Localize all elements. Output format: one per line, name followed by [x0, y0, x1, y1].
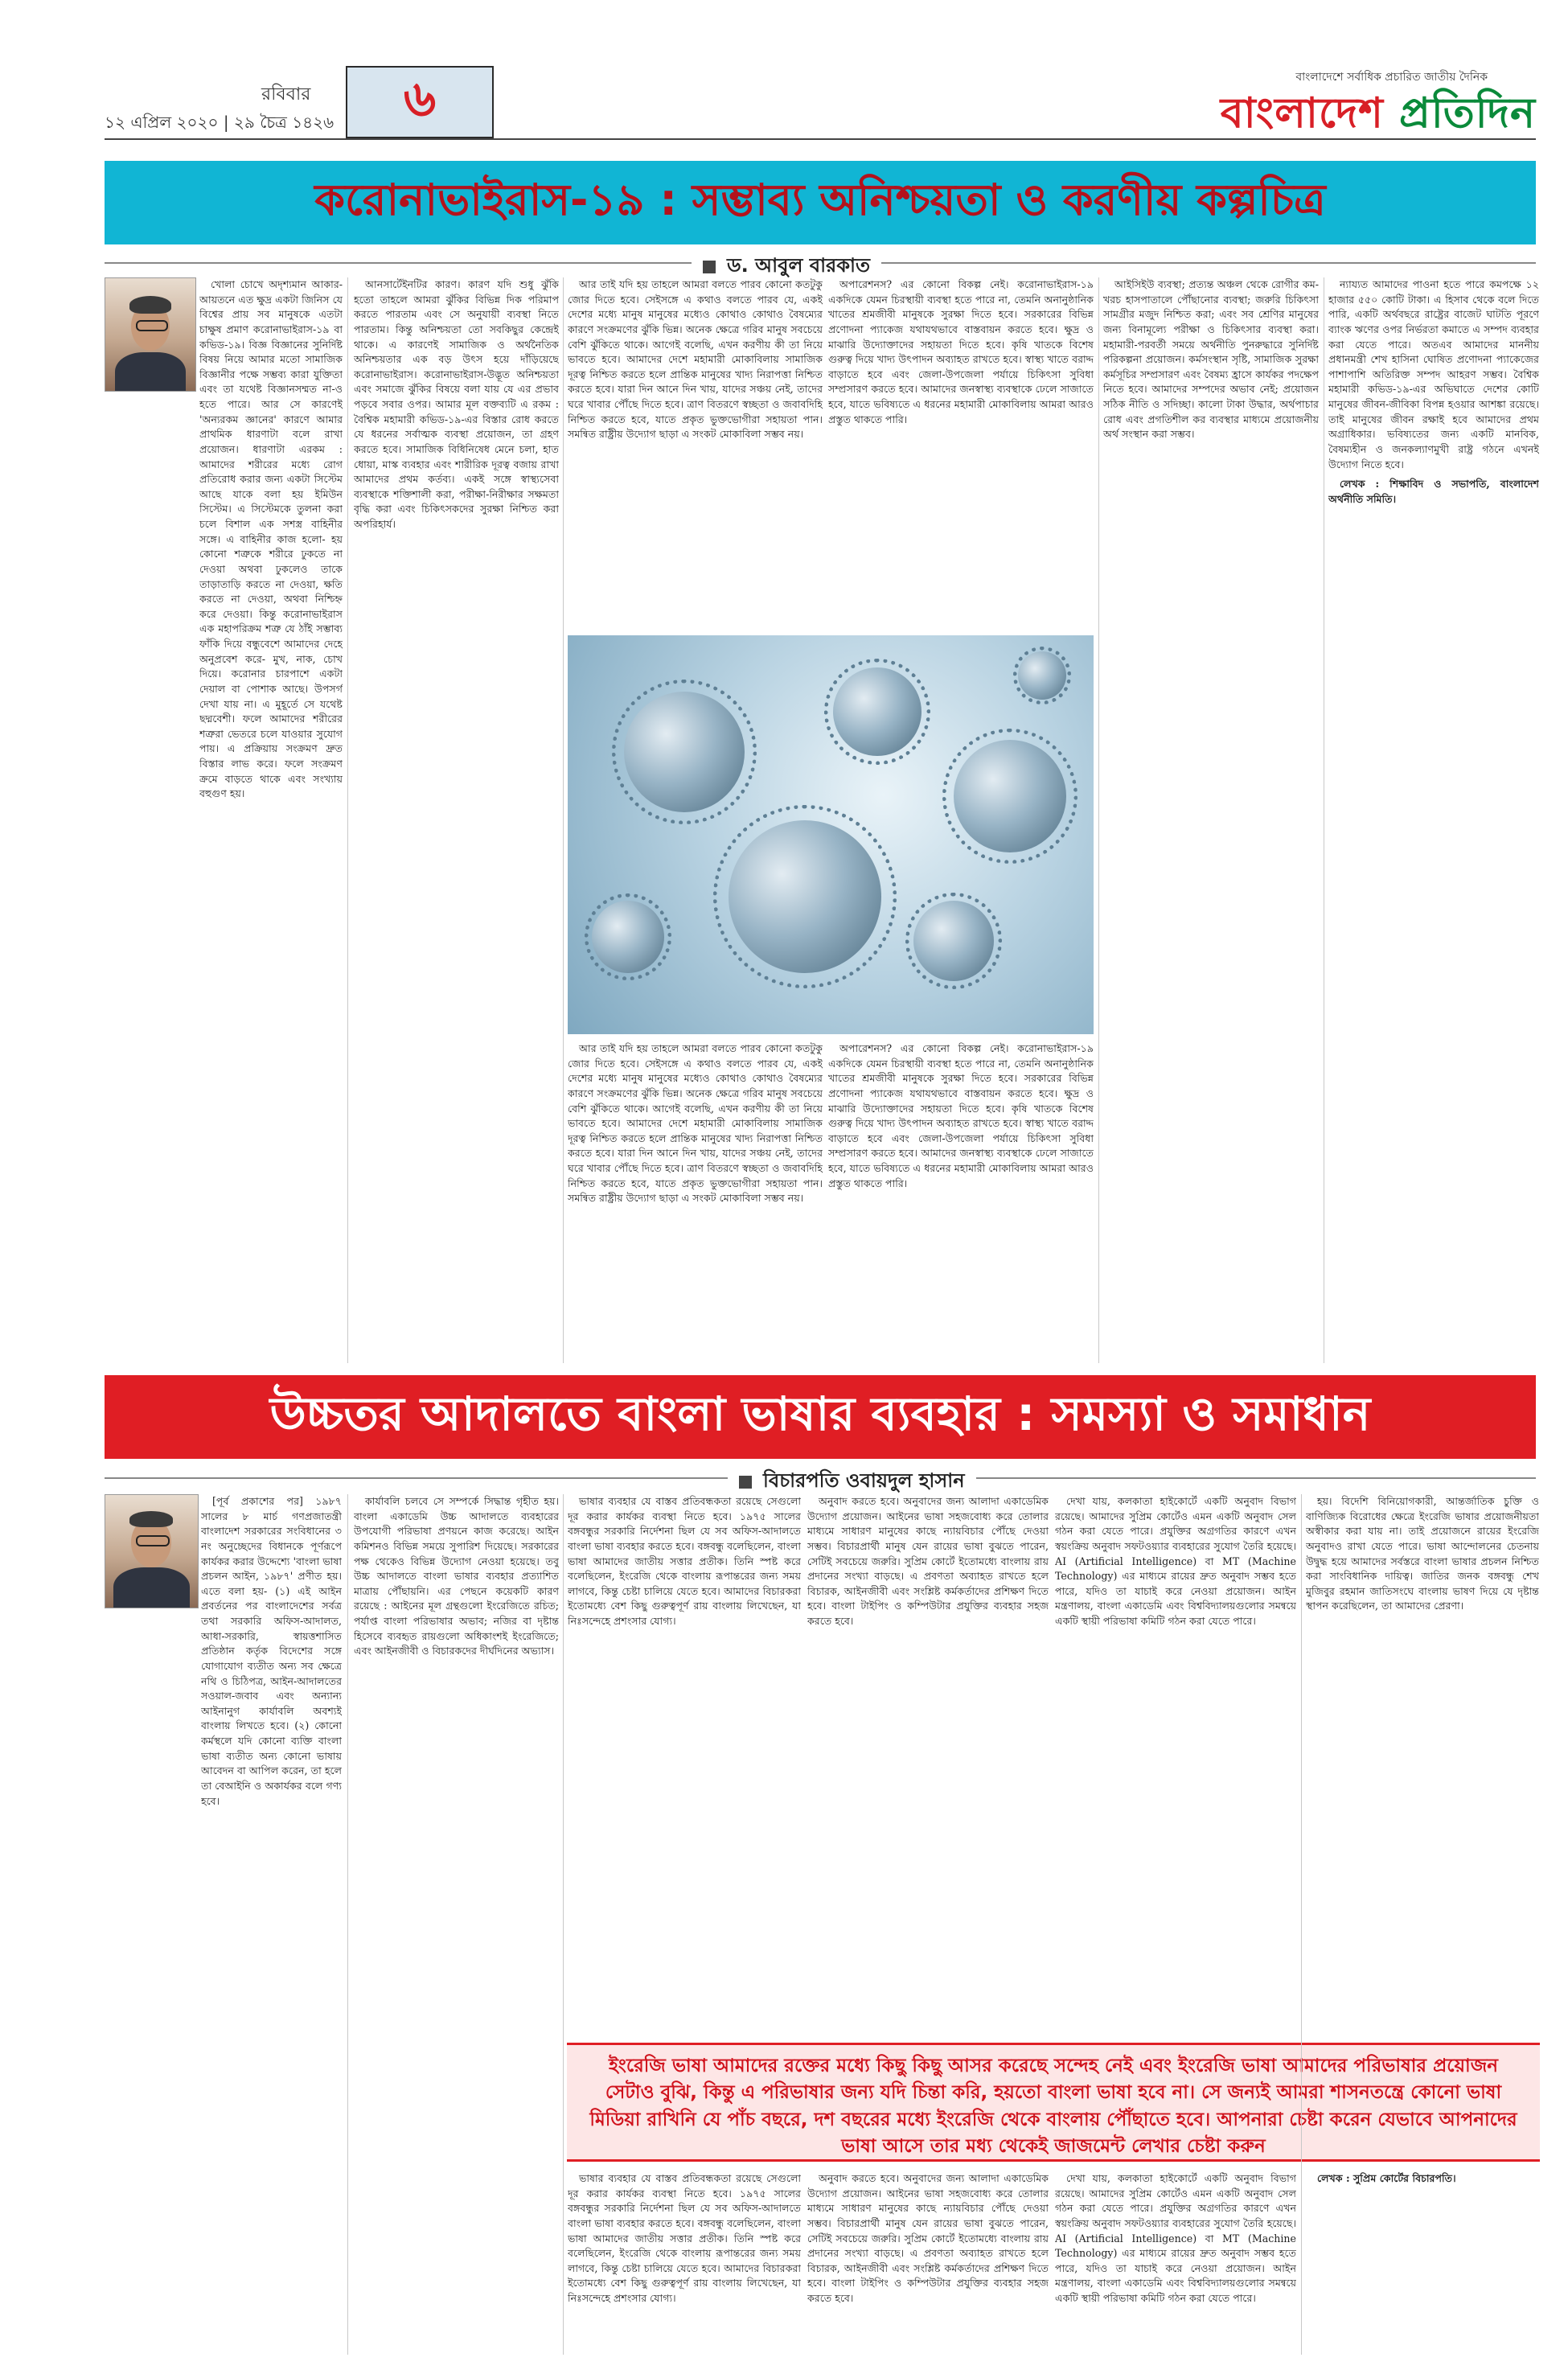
article1-column-3b — [568, 1041, 823, 1363]
page-number: ৬ — [403, 68, 437, 128]
article2-col3-text: ভাষার ব্যবহার যে বাস্তব প্রতিবন্ধকতা রয়েছে সেগুলো দূর করার কার্যকর ব্যবস্থা নিতে হবে। ১৯৭৫ সালের বঙ্গবন্ধুর সরকারি নির্দেশনা ছিল যে সব অফিস-আদালতে বাংলা ভাষা ব্যবহার করতে হবে। বঙ্গবন্ধু বলেছিলেন, বাংলা ভাষা আমাদের জাতীয় সত্তার প্রতীক। তিনি স্পষ্ট করে বলেছিলেন, ইংরেজি থেকে বাংলায় রূপান্তরের জন্য সময় লাগবে, কিন্তু চেষ্টা চালিয়ে যেতে হবে। আমাদের বিচারকরা ইতোমধ্যে বেশ কিছু গুরুত্বপূর্ণ রায় বাংলায় লিখেছেন, যা নিঃসন্দেহে প্রশংসার যোগ্য। — [568, 1495, 801, 1627]
article1-col4-text: অপারেশনস? এর কোনো বিকল্প নেই। করোনাভাইরাস-১৯ একদিকে যেমন চিরস্থায়ী ব্যবস্থা হতে পারে না, তেমনি অনানুষ্ঠানিক খাতের শ্রমজীবী মানুষকে সুরক্ষা দিতে হবে। সরকারের বিভিন্ন প্রণোদনা প্যাকেজ যথাযথভাবে বাস্তবায়ন করতে হবে। ক্ষুদ্র ও মাঝারি উদ্যোক্তাদের সহায়তা দিতে হবে। কৃষি খাতকে বিশেষ গুরুত্ব দিয়ে খাদ্য উৎপাদন অব্যাহত রাখতে হবে। স্বাস্থ্য খাতে বরাদ্দ বাড়াতে হবে এবং জেলা-উপজেলা পর্যায়ে চিকিৎসা সুবিধা সম্প্রসারণ করতে হবে। আমাদের জনস্বাস্থ্য ব্যবস্থাকে ঢেলে সাজাতে হবে, যাতে ভবিষ্যতে এ ধরনের মহামারী মোকাবিলায় আমরা আরও প্রস্তুত থাকতে পারি। — [828, 278, 1094, 425]
article2-column-2 — [354, 1494, 559, 2355]
article2-author: বিচারপতি ওবায়দুল হাসান — [763, 1469, 965, 1492]
square-bullet-icon — [739, 1476, 752, 1489]
article1-column-4 — [828, 277, 1094, 631]
article2-col3b-text: ভাষার ব্যবহার যে বাস্তব প্রতিবন্ধকতা রয়েছে সেগুলো দূর করার কার্যকর ব্যবস্থা নিতে হবে। ১৯৭৫ সালের বঙ্গবন্ধুর সরকারি নির্দেশনা ছিল যে সব অফিস-আদালতে বাংলা ভাষা ব্যবহার করতে হবে। বঙ্গবন্ধু বলেছিলেন, বাংলা ভাষা আমাদের জাতীয় সত্তার প্রতীক। তিনি স্পষ্ট করে বলেছিলেন, ইংরেজি থেকে বাংলায় রূপান্তরের জন্য সময় লাগবে, কিন্তু চেষ্টা চালিয়ে যেতে হবে। আমাদের বিচারকরা ইতোমধ্যে বেশ কিছু গুরুত্বপূর্ণ রায় বাংলায় লিখেছেন, যা নিঃসন্দেহে প্রশংসার যোগ্য। — [568, 2172, 801, 2304]
logo-tagline: বাংলাদেশে সর্বাধিক প্রচারিত জাতীয় দৈনিক — [1295, 71, 1488, 84]
article1-col3b-text: আর তাই যদি হয় তাহলে আমরা বলতে পারব কোনো কতটুকু জোর দিতে হবে। সেইসঙ্গে এ কথাও বলতে পারব যে, একই দেশের মধ্যে মানুষ মানুষের মধ্যেও কোথাও কোথাও বৈষম্যের কারণে সংক্রমণের ঝুঁকি ভিন্ন। অনেক ক্ষেত্রে গরিব মানুষ সবচেয়ে বেশি ঝুঁকিতে থাকে। আগেই বলেছি, এখন করণীয় কী তা নিয়ে ভাবতে হবে। আমাদের দেশে মহামারী মোকাবিলায় সামাজিক দূরত্ব নিশ্চিত করতে হলে প্রান্তিক মানুষের খাদ্য নিরাপত্তা নিশ্চিত করতে হবে। যারা দিন আনে দিন খায়, যাদের সঞ্চয় নেই, তাদের ঘরে খাবার পৌঁছে দিতে হবে। ত্রাণ বিতরণে স্বচ্ছতা ও জবাবদিহি নিশ্চিত করতে হবে, যাতে প্রকৃত ভুক্তভোগীরা সহায়তা পান। সমন্বিত রাষ্ট্রীয় উদ্যোগ ছাড়া এ সংকট মোকাবিলা সম্ভব নয়। — [568, 1042, 823, 1205]
column-divider — [1098, 277, 1099, 1363]
article2-column-3 — [568, 1494, 801, 2033]
article2-headline: উচ্চতর আদালতে বাংলা ভাষার ব্যবহার : সমস্যা ও সমাধান — [105, 1375, 1536, 1459]
article1-column-1 — [199, 277, 343, 1363]
article1-column-6 — [1328, 277, 1539, 1363]
article2-col5-text: দেখা যায়, কলকাতা হাইকোর্টে একটি অনুবাদ বিভাগ রয়েছে। আমাদের সুপ্রিম কোর্টেও এমন একটি অনুবাদ সেল গঠন করা যেতে পারে। প্রযুক্তির অগ্রগতির কারণে এখন স্বয়ংক্রিয় অনুবাদ সফটওয়্যার ব্যবহারের সুযোগ তৈরি হয়েছে। AI (Artificial Intelligence) বা MT (Machine Technology) এর মাধ্যমে রায়ের দ্রুত অনুবাদ সম্ভব হতে পারে, যদিও তা যাচাই করে নেওয়া প্রয়োজন। আইন মন্ত্রণালয়, বাংলা একাডেমি এবং বিশ্ববিদ্যালয়গুলোর সমন্বয়ে একটি স্থায়ী পরিভাষা কমিটি গঠন করা যেতে পারে। — [1055, 1495, 1296, 1627]
article1-column-2 — [354, 277, 559, 1363]
article2-col4b-text: অনুবাদ করতে হবে। অনুবাদের জন্য আলাদা একাডেমিক উদ্যোগ প্রয়োজন। আইনের ভাষা সহজবোধ্য করে তোলার মাধ্যমে সাধারণ মানুষের কাছে ন্যায়বিচার পৌঁছে দেওয়া সম্ভব। বিচারপ্রার্থী মানুষ যেন রায়ের ভাষা বুঝতে পারেন, সেটিই সবচেয়ে জরুরি। সুপ্রিম কোর্টে ইতোমধ্যে বাংলায় রায় প্রদানের সংখ্যা বাড়ছে। এ প্রবণতা অব্যাহত রাখতে হলে বিচারক, আইনজীবী এবং সংশ্লিষ্ট কর্মকর্তাদের প্রশিক্ষণ দিতে হবে। বাংলা টাইপিং ও কম্পিউটার প্রযুক্তির ব্যবহার সহজ করতে হবে। — [807, 2172, 1049, 2304]
article2-col2-text: কার্যাবলি চলবে সে সম্পর্কে সিদ্ধান্ত গৃহীত হয়। বাংলা একাডেমি উচ্চ আদালতে ব্যবহারের উপযোগী পরিভাষা প্রণয়নে কাজ করেছে। আইন কমিশনও বিভিন্ন সময়ে সুপারিশ দিয়েছে। সরকারের পক্ষ থেকেও বিভিন্ন উদ্যোগ নেওয়া হয়েছে। তবু উচ্চ আদালতে বাংলা ভাষার ব্যবহার প্রত্যাশিত মাত্রায় পৌঁছায়নি। এর পেছনে কয়েকটি কারণ রয়েছে : আইনের মূল গ্রন্থগুলো ইংরেজিতে রচিত; পর্যাপ্ত বাংলা পরিভাষার অভাব; নজির বা দৃষ্টান্ত হিসেবে ব্যবহৃত রায়গুলো অধিকাংশই ইংরেজিতে; এবং আইনজীবী ও বিচারকদের দীর্ঘদিনের অভ্যাস। — [354, 1495, 559, 1657]
article2-column-6 — [1306, 1494, 1539, 2033]
column-divider — [563, 277, 564, 1363]
article1-col4b-text: অপারেশনস? এর কোনো বিকল্প নেই। করোনাভাইরাস-১৯ একদিকে যেমন চিরস্থায়ী ব্যবস্থা হতে পারে না, তেমনি অনানুষ্ঠানিক খাতের শ্রমজীবী মানুষকে সুরক্ষা দিতে হবে। সরকারের বিভিন্ন প্রণোদনা প্যাকেজ যথাযথভাবে বাস্তবায়ন করতে হবে। ক্ষুদ্র ও মাঝারি উদ্যোক্তাদের সহায়তা দিতে হবে। কৃষি খাতকে বিশেষ গুরুত্ব দিয়ে খাদ্য উৎপাদন অব্যাহত রাখতে হবে। স্বাস্থ্য খাতে বরাদ্দ বাড়াতে হবে এবং জেলা-উপজেলা পর্যায়ে চিকিৎসা সুবিধা সম্প্রসারণ করতে হবে। আমাদের জনস্বাস্থ্য ব্যবস্থাকে ঢেলে সাজাতে হবে, যাতে ভবিষ্যতে এ ধরনের মহামারী মোকাবিলায় আমরা আরও প্রস্তুত থাকতে পারি। — [828, 1042, 1094, 1189]
author1-photo — [105, 277, 196, 392]
logo-part2: প্রতিদিন — [1399, 89, 1536, 138]
page-number-tab — [346, 66, 494, 138]
article2-col5b-text: দেখা যায়, কলকাতা হাইকোর্টে একটি অনুবাদ বিভাগ রয়েছে। আমাদের সুপ্রিম কোর্টেও এমন একটি অনুবাদ সেল গঠন করা যেতে পারে। প্রযুক্তির অগ্রগতির কারণে এখন স্বয়ংক্রিয় অনুবাদ সফটওয়্যার ব্যবহারের সুযোগ তৈরি হয়েছে। AI (Artificial Intelligence) বা MT (Machine Technology) এর মাধ্যমে রায়ের দ্রুত অনুবাদ সম্ভব হতে পারে, যদিও তা যাচাই করে নেওয়া প্রয়োজন। আইন মন্ত্রণালয়, বাংলা একাডেমি এবং বিশ্ববিদ্যালয়গুলোর সমন্বয়ে একটি স্থায়ী পরিভাষা কমিটি গঠন করা যেতে পারে। — [1055, 2172, 1296, 2304]
article1-col1-text: খোলা চোখে অদৃশ্যমান আকার-আয়তনে এত ক্ষুদ্র একটা জিনিস যে বিশ্বের প্রায় সব মানুষকে এতটা চাক্ষুষ প্রমাণ করোনাভাইরাস-১৯ বা কভিড-১৯। বিজ্ঞ বিজ্ঞানের সুনির্দিষ্ট বিষয় নিয়ে আমার মতো সামাজিক বিজ্ঞানীর পক্ষে সম্ভব্য কারা যুক্তিতা এবং তা যথেষ্ট বিজ্ঞানসম্মত না-ও হতে পারে। আর সে কারণেই 'অন্যরকম জ্ঞানের' কারণে আমার প্রাথমিক ধারণাটা বলে রাখা প্রয়োজন। ধারণাটা এরকম : আমাদের শরীরের মধ্যে রোগ প্রতিরোধ করার জন্য একটা সিস্টেম আছে যাকে বলা হয় ইমিউন সিস্টেম। এ সিস্টেমকে তুলনা করা চলে বিশাল এক সশস্ত্র বাহিনীর সঙ্গে। এ বাহিনীর কাজ হলো- হয় কোনো শত্রুকে শরীরে ঢুকতে না দেওয়া অথবা ঢুকলেও তাকে তাড়াতাড়ি করতে না দেওয়া, ক্ষতি করতে না দেওয়া, অথবা নিশ্চিহ্ন করে দেওয়া। কিন্তু করোনাভাইরাস এক মহাপরিক্রম শত্রু যে ঠাঁই সম্ভাব্য ফাঁকি দিয়ে বন্ধুবেশে আমাদের দেহে অনুপ্রবেশ করে- মুখ, নাক, চোখ দিয়ে। করোনার চারপাশে একটা দেয়াল বা পোশাক আছে। উপসর্গ দেখা যায় না। এ মুহূর্তে সে যথেষ্ট ছদ্মবেশী। ফলে আমাদের শরীরের শত্রুরা ভেতরে চলে যাওয়ার সুযোগ পায়। এ প্রক্রিয়ায় সংক্রমণ দ্রুত বিস্তার লাভ করে। ফলে সংক্রমণ ক্রমে বাড়তে থাকে এবং সংখ্যায় বহুগুণ হয়। — [199, 278, 343, 800]
article2-column-5 — [1055, 1494, 1296, 2033]
article1-column-3 — [568, 277, 823, 631]
header-divider — [105, 138, 1536, 140]
square-bullet-icon — [703, 261, 716, 273]
article1-author: ড. আবুল বারকাত — [727, 254, 871, 277]
masthead — [0, 0, 1568, 153]
article2-pull-quote: ইংরেজি ভাষা আমাদের রক্তের মধ্যে কিছু কিছু আসর করেছে সন্দেহ নেই এবং ইংরেজি ভাষা আমাদের পরিভাষার প্রয়োজন সেটাও বুঝি, কিন্তু এ পরিভাষার জন্য যদি চিন্তা করি, হয়তো বাংলা ভাষা হবে না। সে জন্যই আমরা শাসনতন্ত্রে কোনো ভাষা মিডিয়া রাখিনি যে পাঁচ বছরে, দশ বছরের মধ্যে ইংরেজি থেকে বাংলায় পৌঁছাতে হবে। আপনারা চেষ্টা করেন যেভাবে আপনাদের ভাষা আসে তার মধ্য থেকেই জাজমেন্ট লেখার চেষ্টা করুন — [567, 2043, 1540, 2162]
article1-col2-text: আনসার্টেইনটির কারণ। কারণ যদি শুধু ঝুঁকি হতো তাহলে আমরা ঝুঁকির বিভিন্ন দিক পরিমাপ করতে পারতাম এবং সে অনুযায়ী ব্যবস্থা নিতে পারতাম। কিন্তু অনিশ্চয়তা তো সবকিছুর কেন্দ্রেই থাকে। এ কারণেই সামাজিক ও অর্থনৈতিক অনিশ্চয়তার এক বড় উৎস হয়ে দাঁড়িয়েছে করোনাভাইরাস। করোনাভাইরাস-উদ্ভূত অনিশ্চয়তা এবং সমাজে ঝুঁকির বিষয়ে বলা যায় যে এর প্রভাব পড়বে সবার ওপর। আমার মূল বক্তব্যটি এ রকম : বৈশ্বিক মহামারী কভিড-১৯-এর বিস্তার রোধ করতে যে ধরনের সর্বাত্মক ব্যবস্থা প্রয়োজন, তা গ্রহণ করতে হবে। সামাজিক বিধিনিষেধ মেনে চলা, হাত ধোয়া, মাস্ক ব্যবহার এবং শারীরিক দূরত্ব বজায় রাখা আমাদের প্রথম কর্তব্য। একই সঙ্গে স্বাস্থ্যসেবা ব্যবস্থাকে শক্তিশালী করা, পরীক্ষা-নিরীক্ষার সক্ষমতা বৃদ্ধি করা এবং চিকিৎসকদের সুরক্ষা নিশ্চিত করা অপরিহার্য। — [354, 278, 559, 530]
article2-col6-text: হয়। বিদেশি বিনিয়োগকারী, আন্তর্জাতিক চুক্তি ও বাণিজ্যিক বিরোধের ক্ষেত্রে ইংরেজি ভাষার প্রয়োজনীয়তা অস্বীকার করা যায় না। তাই প্রয়োজনে রায়ের ইংরেজি অনুবাদও রাখা যেতে পারে। ভাষা আন্দোলনের চেতনায় উদ্বুদ্ধ হয়ে আমাদের সর্বস্তরে বাংলা ভাষার প্রচলন নিশ্চিত করা সাংবিধানিক দায়িত্ব। জাতির জনক বঙ্গবন্ধু শেখ মুজিবুর রহমান জাতিসংঘে বাংলায় ভাষণ দিয়ে যে দৃষ্টান্ত স্থাপন করেছিলেন, তা আমাদের প্রেরণা। — [1306, 1495, 1539, 1612]
article2-author-note: লেখক : সুপ্রিম কোর্টের বিচারপতি। — [1317, 2172, 1456, 2184]
article2-col4-text: অনুবাদ করতে হবে। অনুবাদের জন্য আলাদা একাডেমিক উদ্যোগ প্রয়োজন। আইনের ভাষা সহজবোধ্য করে তোলার মাধ্যমে সাধারণ মানুষের কাছে ন্যায়বিচার পৌঁছে দেওয়া সম্ভব। বিচারপ্রার্থী মানুষ যেন রায়ের ভাষা বুঝতে পারেন, সেটিই সবচেয়ে জরুরি। সুপ্রিম কোর্টে ইতোমধ্যে বাংলায় রায় প্রদানের সংখ্যা বাড়ছে। এ প্রবণতা অব্যাহত রাখতে হলে বিচারক, আইনজীবী এবং সংশ্লিষ্ট কর্মকর্তাদের প্রশিক্ষণ দিতে হবে। বাংলা টাইপিং ও কম্পিউটার প্রযুক্তির ব্যবহার সহজ করতে হবে। — [807, 1495, 1049, 1627]
column-divider — [347, 277, 348, 1363]
logo-part1: বাংলাদেশ — [1220, 89, 1384, 138]
article2-col1-text: [পূর্ব প্রকাশের পর] ১৯৮৭ সালের ৮ মার্চ গণপ্রজাতন্ত্রী বাংলাদেশ সরকারের সংবিধানের ৩ নং অনুচ্ছেদের বিধানকে পূর্ণরূপে কার্যকর করার উদ্দেশ্যে 'বাংলা ভাষা প্রচলন আইন, ১৯৮৭' প্রণীত হয়। এতে বলা হয়- (১) এই আইন প্রবর্তনের পর বাংলাদেশের সর্বত্র তথা সরকারি অফিস-আদালত, আধা-সরকারি, স্বায়ত্তশাসিত প্রতিষ্ঠান কর্তৃক বিদেশের সঙ্গে যোগাযোগ ব্যতীত অন্য সব ক্ষেত্রে নথি ও চিঠিপত্র, আইন-আদালতের সওয়াল-জবাব এবং অন্যান্য আইনানুগ কার্যাবলি অবশ্যই বাংলায় লিখতে হবে। (২) কোনো কর্মস্থলে যদি কোনো ব্যক্তি বাংলা ভাষা ব্যতীত অন্য কোনো ভাষায় আবেদন বা আপিল করেন, তা হলে তা বেআইনি ও অকার্যকর বলে গণ্য হবে। — [201, 1495, 342, 1807]
article1-col3-text: আর তাই যদি হয় তাহলে আমরা বলতে পারব কোনো কতটুকু জোর দিতে হবে। সেইসঙ্গে এ কথাও বলতে পারব যে, একই দেশের মধ্যে মানুষ মানুষের মধ্যেও কোথাও কোথাও বৈষম্যের কারণে সংক্রমণের ঝুঁকি ভিন্ন। অনেক ক্ষেত্রে গরিব মানুষ সবচেয়ে বেশি ঝুঁকিতে থাকে। আগেই বলেছি, এখন করণীয় কী তা নিয়ে ভাবতে হবে। আমাদের দেশে মহামারী মোকাবিলায় সামাজিক দূরত্ব নিশ্চিত করতে হলে প্রান্তিক মানুষের খাদ্য নিরাপত্তা নিশ্চিত করতে হবে। যারা দিন আনে দিন খায়, যাদের সঞ্চয় নেই, তাদের ঘরে খাবার পৌঁছে দিতে হবে। ত্রাণ বিতরণে স্বচ্ছতা ও জবাবদিহি নিশ্চিত করতে হবে, যাতে প্রকৃত ভুক্তভোগীরা সহায়তা পান। সমন্বিত রাষ্ট্রীয় উদ্যোগ ছাড়া এ সংকট মোকাবিলা সম্ভব নয়। — [568, 278, 823, 441]
article1-column-4b — [828, 1041, 1094, 1363]
article1-headline: করোনাভাইরাস-১৯ : সম্ভাব্য অনিশ্চয়তা ও করণীয় কল্পচিত্র — [105, 161, 1536, 244]
article1-author-note: লেখক : শিক্ষাবিদ ও সভাপতি, বাংলাদেশ অর্থনীতি সমিতি। — [1328, 478, 1539, 505]
author2-photo — [105, 1494, 199, 1608]
coronavirus-illustration — [568, 635, 1094, 1034]
article2-column-1 — [201, 1494, 342, 2355]
article2-byline — [728, 1466, 976, 1498]
column-divider — [347, 1494, 348, 2355]
article1-col5-text: আইসিইউ ব্যবস্থা; প্রত্যন্ত অঞ্চল থেকে রোগীর কম-খরচ হাসপাতালে পৌঁছানোর ব্যবস্থা; জরুরি চিকিৎসা সামগ্রীর মজুদ নিশ্চিত করা; এবং সব শ্রেণির মানুষের জন্য বিনামূল্যে পরীক্ষা ও চিকিৎসার ব্যবস্থা করা। মহামারী-পরবর্তী সময়ে অর্থনীতি পুনরুদ্ধারে সুনির্দিষ্ট পরিকল্পনা প্রয়োজন। কর্মসংস্থান সৃষ্টি, সামাজিক সুরক্ষা কর্মসূচির সম্প্রসারণ এবং বৈষম্য হ্রাসে কার্যকর পদক্ষেপ নিতে হবে। আমাদের সম্পদের অভাব নেই; প্রয়োজন সঠিক নীতি ও সদিচ্ছা। কালো টাকা উদ্ধার, অর্থপাচার রোধ এবং প্রগতিশীল কর ব্যবস্থার মাধ্যমে প্রয়োজনীয় অর্থ সংস্থান করা সম্ভব। — [1103, 278, 1319, 441]
weekday: রবিবার — [261, 84, 311, 105]
issue-date: ১২ এপ্রিল ২০২০ | ২৯ চৈত্র ১৪২৬ — [105, 113, 335, 132]
article1-col6-text: ন্যায্যত আমাদের পাওনা হতে পারে কমপক্ষে ১২ হাজার ৫৫০ কোটি টাকা। এ হিসাব থেকে বলে দিতে পারি, একটি অর্থবছরে রাষ্ট্রের বাজেট ঘাটতি পূরণে ব্যাংক ঋণের ওপর নির্ভরতা কমাতে এ সম্পদ ব্যবহার করা যেতে পারে। অতএব আমাদের মাননীয় প্রধানমন্ত্রী শেখ হাসিনা ঘোষিত প্রণোদনা প্যাকেজের পাশাপাশি অতিরিক্ত সম্পদ আহরণ সম্ভব। বৈশ্বিক মহামারী কভিড-১৯-এর অভিঘাতে দেশের কোটি মানুষের জীবন-জীবিকা বিপন্ন হওয়ার আশঙ্কা রয়েছে। তাই মানুষের জীবন রক্ষাই হবে আমাদের প্রথম অগ্রাধিকার। ভবিষ্যতের জন্য একটি মানবিক, বৈষম্যহীন ও জনকল্যাণমুখী রাষ্ট্র গঠনে এখনই উদ্যোগ নিতে হবে। — [1328, 278, 1539, 470]
article1-column-5 — [1103, 277, 1319, 1363]
article2-column-5b — [1055, 2171, 1296, 2355]
article2-column-3b — [568, 2171, 801, 2355]
column-divider — [563, 1494, 564, 2355]
article2-column-4b — [807, 2171, 1049, 2355]
column-divider — [1301, 1494, 1302, 2355]
article2-column-4 — [807, 1494, 1049, 2033]
article2-column-6b — [1306, 2171, 1539, 2355]
